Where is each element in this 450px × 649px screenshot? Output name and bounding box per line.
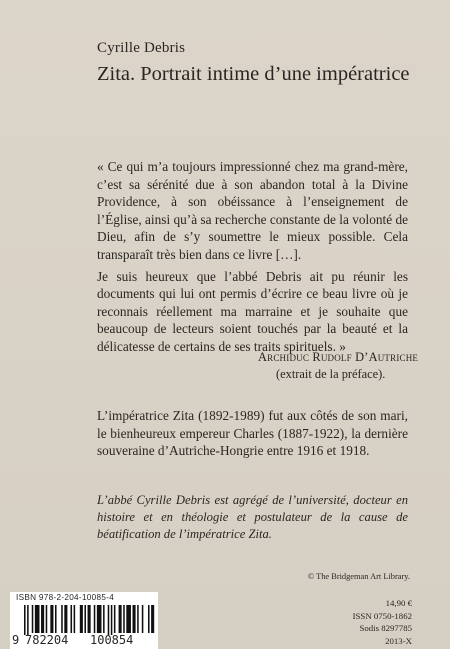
edition-code: 2013-X bbox=[385, 635, 412, 646]
author-biography: L’abbé Cyrille Debris est agrégé de l’université, docteur en histoire et en théologie et postulateur de la cause de béatification de l’impératrice Zita. bbox=[97, 493, 408, 542]
barcode-digit-group: 100854 bbox=[90, 633, 134, 647]
barcode-bar bbox=[24, 605, 26, 635]
quote-paragraph: Je suis heureux que l’abbé Debris ait pu réunir les documents qui lui ont permis d’écrire ce beau livre où je reconnais réellement ma marraine et je souhaite que beaucoup de lecteurs soient touchés par la beauté et la délicatesse de certains de ses traits spirituels. » bbox=[97, 268, 408, 354]
price-block bbox=[353, 597, 412, 647]
subject-biography: L’impératrice Zita (1892-1989) fut aux côtés de son mari, le bienheureux empereur Charles (1887-1922), la dernière souveraine d’Autriche-Hongrie entre 1916 et 1918. bbox=[97, 408, 408, 459]
barcode-bar bbox=[148, 605, 150, 633]
barcode-bar bbox=[133, 605, 136, 633]
barcode-bar bbox=[50, 605, 53, 633]
attribution-name: Archiduc Rudolf D’Autriche bbox=[258, 350, 419, 364]
issn: ISSN 0750-1862 bbox=[352, 610, 412, 621]
barcode-bar bbox=[41, 605, 44, 633]
barcode-bar bbox=[126, 605, 131, 633]
barcode-bar bbox=[80, 605, 83, 633]
barcode-digit-lead: 9 bbox=[12, 633, 20, 647]
book-title: Zita. Portrait intime d’une impératrice bbox=[97, 63, 410, 85]
barcode-bar bbox=[94, 605, 96, 633]
barcode bbox=[10, 603, 158, 649]
barcode-bar bbox=[88, 605, 91, 633]
barcode-bar bbox=[151, 605, 154, 633]
quote-paragraph: « Ce qui m’a toujours impressionné chez ma grand-mère, c’est sa sérénité due à son abandon total à la Divine Providence, à son obéissance à l’enseignement de l’Église, ainsi qu’à sa recherche constante de la volonté de Dieu, afin de s’y soumettre le mieux possible. Cela transparaît très bien dans ce livre […]. bbox=[97, 159, 408, 262]
preface-quote bbox=[97, 158, 408, 356]
barcode-bar bbox=[71, 605, 73, 633]
attribution-note: (extrait de la préface). bbox=[276, 367, 386, 381]
sodis-code: Sodis 8297785 bbox=[359, 623, 412, 634]
barcode-bar bbox=[119, 605, 122, 633]
barcode-bar bbox=[142, 605, 144, 633]
barcode-bar bbox=[137, 605, 139, 633]
barcode-bar bbox=[123, 605, 125, 633]
barcode-bar bbox=[27, 605, 29, 635]
barcode-bar bbox=[84, 605, 86, 633]
barcode-bar bbox=[108, 605, 110, 635]
price: 14,90 € bbox=[385, 598, 412, 608]
barcode-bar bbox=[55, 605, 57, 633]
barcode-bar bbox=[61, 605, 63, 633]
quote-attribution bbox=[258, 349, 418, 383]
barcode-bar bbox=[114, 605, 116, 633]
barcode-bar bbox=[111, 605, 113, 635]
image-credit: © The Bridgeman Art Library. bbox=[307, 572, 410, 581]
barcode-bar bbox=[103, 605, 105, 633]
barcode-digit-group: 782204 bbox=[25, 633, 69, 647]
barcode-bar bbox=[97, 605, 102, 633]
barcode-bar bbox=[35, 605, 40, 633]
barcode-bar bbox=[32, 605, 34, 633]
author-name: Cyrille Debris bbox=[97, 40, 186, 56]
isbn-label: ISBN 978-2-204-10085-4 bbox=[10, 592, 158, 603]
barcode-bar bbox=[64, 605, 67, 633]
barcode-bars bbox=[10, 603, 158, 635]
barcode-bar bbox=[74, 605, 76, 633]
barcode-bar bbox=[46, 605, 48, 633]
